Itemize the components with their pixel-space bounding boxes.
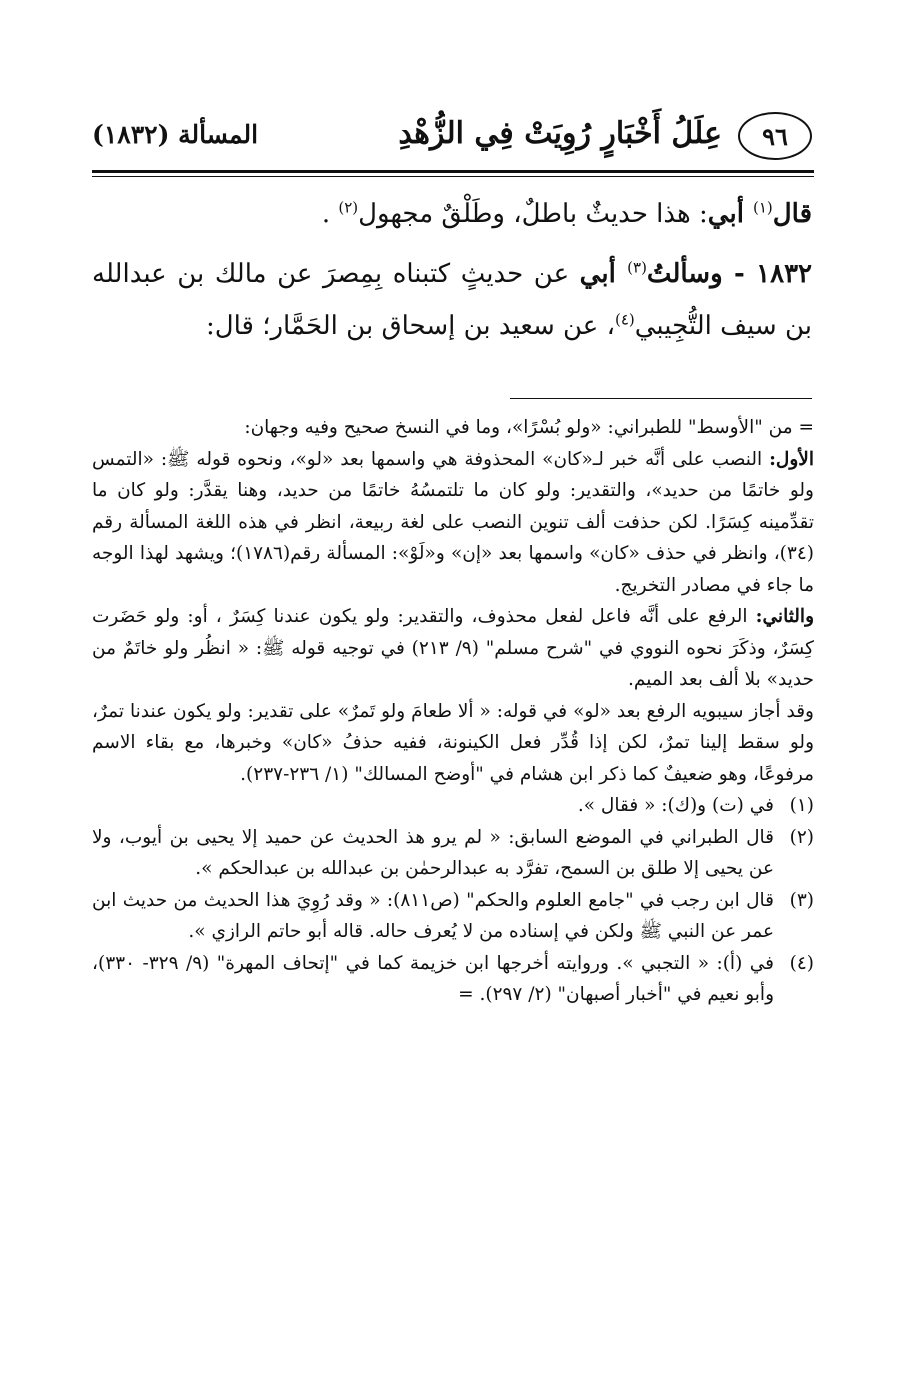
header-rule-thick (92, 170, 814, 173)
page-number: ٩٦ (738, 112, 812, 160)
footnotes (92, 412, 814, 1011)
footnote-ref: (٤) (614, 310, 635, 329)
footnote-continuation: = من "الأوسط" للطبراني: «ولو بُسْرًا»، وما في النسخ صحيح وفيه وجهان: (244, 417, 814, 438)
footnote-item (92, 822, 814, 885)
page-header (92, 112, 812, 162)
father-word: أبي (707, 199, 753, 229)
footnote-paragraph (92, 601, 814, 696)
issue-number: ١٨٣٢ - وسألتُ (646, 259, 812, 289)
main-paragraph (92, 248, 812, 352)
footnote-text: قال الطبراني في الموضع السابق: « لم يرو هذ الحديث عن حميد إلا يحيى بن أيوب، ولا عن يحيى إلا طلق بن السمح، تفرَّد به عبدالرحمٰن بن عبدالله بن عبدالحكم ». (92, 826, 774, 879)
footnote-ref: (١) (752, 198, 773, 217)
footnote-number: (٣) (789, 889, 814, 911)
header-rule-thin (92, 176, 814, 177)
footnote-paragraph-text: النصب على أنَّه خبر لـ«كان» المحذوفة هي واسمها بعد «لو»، ونحوه قوله ﷺ: «التمس ولو خاتمًا من حديد»، والتقدير: ولو كان ما تلتمسُهُ خاتمًا من حديد، وهنا يقدَّر: ولو كان ما تقدِّمينه كِسَرًا. لكن حذفت ألف تنوين النصب على لغة ربيعة، انظر في هذه اللغة المسألة رقم (٣٤)، وانظر في حذف «كان» واسمها بعد «إن» و«لَوْ»: المسألة رقم(١٧٨٦)؛ ويشهد لهذا الوجه ما جاء في مصادر التخريج. (92, 448, 814, 596)
main-paragraph (92, 188, 812, 240)
paragraph-text: : هذا حديثٌ باطلٌ، وطَلْقٌ مجهول (358, 199, 708, 229)
footnote-text: في (ت) و(ك): « فقال ». (577, 795, 774, 816)
footnote-number: (٢) (789, 826, 814, 848)
footnote-separator (510, 398, 812, 399)
issue-label: المسألة (١٨٣٢) (92, 120, 259, 149)
father-word: أبي (579, 259, 628, 289)
footnote-text: قال ابن رجب في "جامع العلوم والحكم" (ص٨١١): « وقد رُوِيَ هذا الحديث من حديث ابن عمر عن النبي ﷺ ولكن في إسناده من لا يُعرف حاله. قاله أبو حاتم الرازي ». (92, 889, 774, 942)
paragraph-end: . (321, 199, 339, 229)
footnote-label: الأول: (769, 448, 814, 470)
footnote-number: (٤) (789, 952, 814, 974)
paragraph-text: ، عن سعيد بن إسحاق بن الحَمَّار؛ قال: (205, 311, 615, 341)
book-title: عِلَلُ أَخْبَارٍ رُوِيَتْ فِي الزُّهْدِ (398, 116, 722, 151)
said-word: قال (772, 199, 812, 229)
footnote-item (92, 885, 814, 948)
footnote-paragraph-text: الرفع على أنَّه فاعل لفعل محذوف، والتقدير: ولو يكون عندنا كِسَرٌ ، أو: ولو حَضَرت كِسَرٌ، وذكَرَ نحوه النووي في "شرح مسلم" (٩/ ٢١٣) في توجيه قوله ﷺ: « انظُر ولو خاتَمٌ من حديد» بلا ألف بعد الميم. (92, 606, 814, 690)
footnote-item (92, 948, 814, 1011)
footnote-item (92, 790, 814, 822)
footnote-paragraph: وقد أجاز سيبويه الرفع بعد «لو» في قوله: « ألا طعامَ ولو تَمرٌ» على تقدير: ولو يكون عندنا تمرٌ، ولو سقط إلينا تمرٌ، لكن إذا قُدِّر فعل الكينونة، ففيه حذفُ «كان» وخبرها، مع بقاء الاسم مرفوعًا، وهو ضعيفٌ كما ذكر ابن هشام في "أوضح المسالك" (١/ ٢٣٦-٢٣٧). (92, 700, 814, 785)
footnote-text: في (أ): « التجبي ». وروايته أخرجها ابن خزيمة كما في "إتحاف المهرة" (٩/ ٣٢٩- ٣٣٠)، وأبو نعيم في "أخبار أصبهان" (٢/ ٢٩٧). = (92, 952, 774, 1005)
footnote-paragraph (92, 444, 814, 602)
footnote-number: (١) (789, 795, 814, 816)
main-text (92, 188, 812, 360)
footnote-label: والثاني: (755, 606, 814, 627)
paragraph-text: عن حديثٍ كتبناه بِمِصرَ عن مالك بن عبدالله بن سيف التُّجِيبي (92, 259, 812, 341)
footnote-ref: (٣) (627, 258, 647, 277)
footnote-ref: (٢) (338, 198, 359, 217)
